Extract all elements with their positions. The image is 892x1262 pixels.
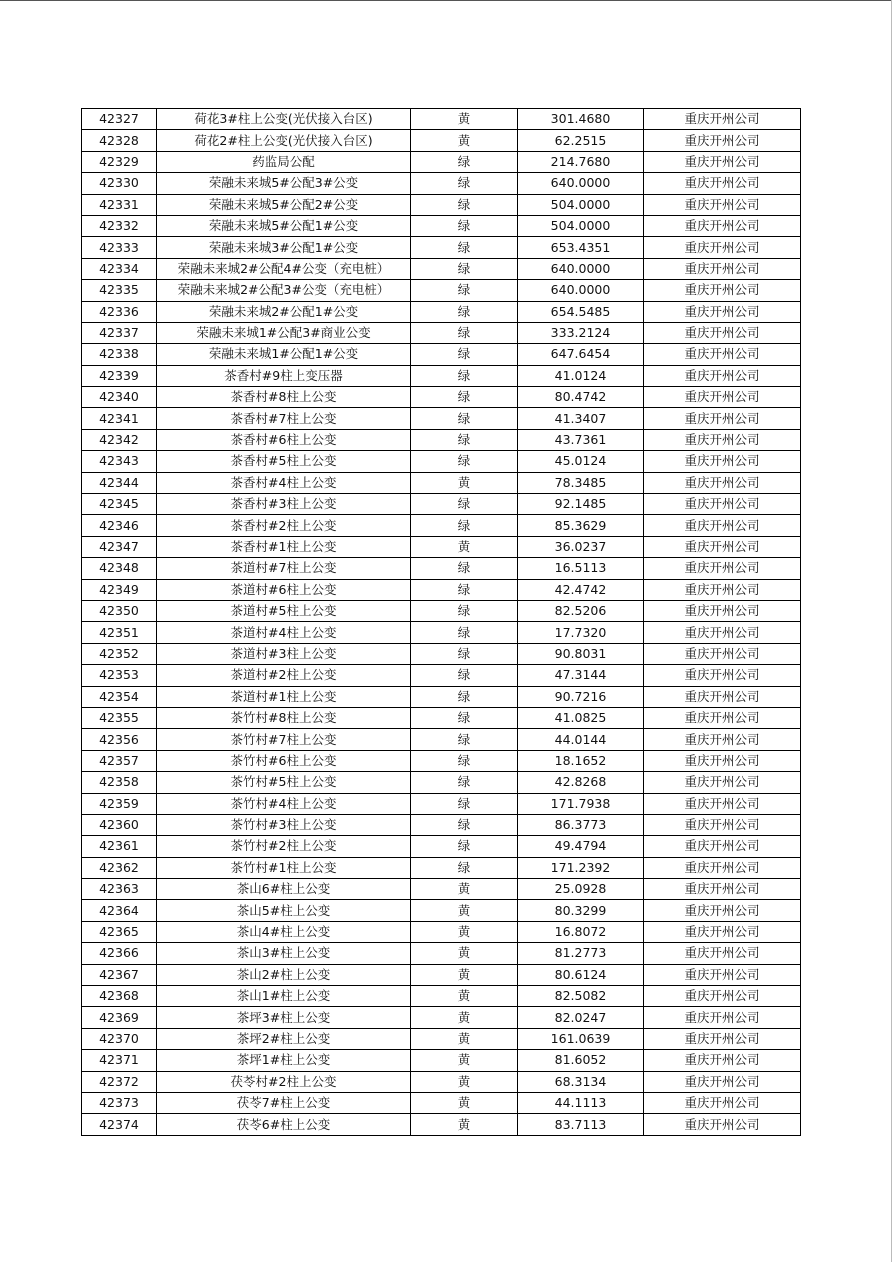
- transformer-name-cell: 荣融未来城5#公配2#公变: [157, 194, 411, 215]
- table-row: [82, 258, 801, 279]
- table-row: [82, 215, 801, 236]
- table-row: [82, 921, 801, 942]
- table-row: [82, 151, 801, 172]
- row-id-cell: 42363: [82, 879, 157, 900]
- capacity-value-cell: 44.0144: [518, 729, 644, 750]
- table-row: [82, 857, 801, 878]
- transformer-name-cell: 茶坪1#柱上公变: [157, 1050, 411, 1071]
- transformer-name-cell: 荣融未来城5#公配3#公变: [157, 173, 411, 194]
- table-row: [82, 729, 801, 750]
- status-color-cell: 绿: [411, 365, 518, 386]
- row-id-cell: 42360: [82, 814, 157, 835]
- transformer-name-cell: 茶道村#5柱上公变: [157, 600, 411, 621]
- status-color-cell: 黄: [411, 472, 518, 493]
- row-id-cell: 42357: [82, 750, 157, 771]
- table-row: [82, 707, 801, 728]
- capacity-value-cell: 47.3144: [518, 665, 644, 686]
- company-cell: 重庆开州公司: [644, 579, 801, 600]
- status-color-cell: 黄: [411, 109, 518, 130]
- capacity-value-cell: 653.4351: [518, 237, 644, 258]
- table-row: [82, 879, 801, 900]
- row-id-cell: 42341: [82, 408, 157, 429]
- capacity-value-cell: 90.8031: [518, 643, 644, 664]
- row-id-cell: 42343: [82, 451, 157, 472]
- table-row: [82, 1071, 801, 1092]
- status-color-cell: 黄: [411, 879, 518, 900]
- table-row: [82, 1028, 801, 1049]
- status-color-cell: 绿: [411, 600, 518, 621]
- company-cell: 重庆开州公司: [644, 879, 801, 900]
- row-id-cell: 42355: [82, 707, 157, 728]
- table-row: [82, 622, 801, 643]
- status-color-cell: 绿: [411, 772, 518, 793]
- capacity-value-cell: 81.2773: [518, 943, 644, 964]
- company-cell: 重庆开州公司: [644, 686, 801, 707]
- capacity-value-cell: 85.3629: [518, 515, 644, 536]
- company-cell: 重庆开州公司: [644, 322, 801, 343]
- status-color-cell: 绿: [411, 237, 518, 258]
- status-color-cell: 黄: [411, 900, 518, 921]
- row-id-cell: 42371: [82, 1050, 157, 1071]
- status-color-cell: 黄: [411, 1092, 518, 1113]
- capacity-value-cell: 17.7320: [518, 622, 644, 643]
- capacity-value-cell: 171.2392: [518, 857, 644, 878]
- transformer-name-cell: 茶道村#7柱上公变: [157, 558, 411, 579]
- transformer-name-cell: 茶竹村#7柱上公变: [157, 729, 411, 750]
- capacity-value-cell: 640.0000: [518, 173, 644, 194]
- status-color-cell: 绿: [411, 857, 518, 878]
- capacity-value-cell: 44.1113: [518, 1092, 644, 1113]
- capacity-value-cell: 41.0825: [518, 707, 644, 728]
- company-cell: 重庆开州公司: [644, 1071, 801, 1092]
- capacity-value-cell: 171.7938: [518, 793, 644, 814]
- transformer-name-cell: 茶竹村#6柱上公变: [157, 750, 411, 771]
- status-color-cell: 绿: [411, 258, 518, 279]
- table-row: [82, 986, 801, 1007]
- row-id-cell: 42344: [82, 472, 157, 493]
- transformer-name-cell: 茶香村#4柱上公变: [157, 472, 411, 493]
- capacity-value-cell: 333.2124: [518, 322, 644, 343]
- company-cell: 重庆开州公司: [644, 558, 801, 579]
- transformer-name-cell: 茶香村#6柱上公变: [157, 429, 411, 450]
- row-id-cell: 42328: [82, 130, 157, 151]
- table-row: [82, 130, 801, 151]
- table-row: [82, 793, 801, 814]
- transformer-name-cell: 茶香村#3柱上公变: [157, 494, 411, 515]
- transformer-name-cell: 茶道村#4柱上公变: [157, 622, 411, 643]
- capacity-value-cell: 41.0124: [518, 365, 644, 386]
- status-color-cell: 绿: [411, 494, 518, 515]
- table-row: [82, 1050, 801, 1071]
- company-cell: 重庆开州公司: [644, 344, 801, 365]
- status-color-cell: 黄: [411, 130, 518, 151]
- capacity-value-cell: 25.0928: [518, 879, 644, 900]
- company-cell: 重庆开州公司: [644, 258, 801, 279]
- status-color-cell: 黄: [411, 1007, 518, 1028]
- company-cell: 重庆开州公司: [644, 943, 801, 964]
- table-row: [82, 579, 801, 600]
- company-cell: 重庆开州公司: [644, 857, 801, 878]
- table-row: [82, 280, 801, 301]
- company-cell: 重庆开州公司: [644, 151, 801, 172]
- status-color-cell: 绿: [411, 301, 518, 322]
- capacity-value-cell: 36.0237: [518, 536, 644, 557]
- company-cell: 重庆开州公司: [644, 1028, 801, 1049]
- capacity-value-cell: 68.3134: [518, 1071, 644, 1092]
- transformer-name-cell: 茶香村#5柱上公变: [157, 451, 411, 472]
- transformer-name-cell: 茶道村#6柱上公变: [157, 579, 411, 600]
- company-cell: 重庆开州公司: [644, 194, 801, 215]
- table-row: [82, 494, 801, 515]
- company-cell: 重庆开州公司: [644, 173, 801, 194]
- table-row: [82, 322, 801, 343]
- capacity-value-cell: 62.2515: [518, 130, 644, 151]
- status-color-cell: 绿: [411, 814, 518, 835]
- transformer-name-cell: 茶山4#柱上公变: [157, 921, 411, 942]
- row-id-cell: 42338: [82, 344, 157, 365]
- table-row: [82, 194, 801, 215]
- company-cell: 重庆开州公司: [644, 494, 801, 515]
- transformer-name-cell: 茶竹村#3柱上公变: [157, 814, 411, 835]
- table-row: [82, 472, 801, 493]
- transformer-name-cell: 茶山1#柱上公变: [157, 986, 411, 1007]
- status-color-cell: 绿: [411, 558, 518, 579]
- row-id-cell: 42353: [82, 665, 157, 686]
- status-color-cell: 黄: [411, 1028, 518, 1049]
- transformer-name-cell: 茶山3#柱上公变: [157, 943, 411, 964]
- table-row: [82, 1092, 801, 1113]
- status-color-cell: 绿: [411, 665, 518, 686]
- table-row: [82, 301, 801, 322]
- company-cell: 重庆开州公司: [644, 408, 801, 429]
- transformer-name-cell: 荣融未来城2#公配3#公变（充电桩）: [157, 280, 411, 301]
- status-color-cell: 绿: [411, 622, 518, 643]
- row-id-cell: 42339: [82, 365, 157, 386]
- capacity-value-cell: 49.4794: [518, 836, 644, 857]
- capacity-value-cell: 81.6052: [518, 1050, 644, 1071]
- row-id-cell: 42349: [82, 579, 157, 600]
- company-cell: 重庆开州公司: [644, 836, 801, 857]
- row-id-cell: 42359: [82, 793, 157, 814]
- capacity-value-cell: 80.3299: [518, 900, 644, 921]
- transformer-name-cell: 荷花3#柱上公变(光伏接入台区): [157, 109, 411, 130]
- status-color-cell: 黄: [411, 921, 518, 942]
- status-color-cell: 绿: [411, 280, 518, 301]
- transformer-name-cell: 茶香村#2柱上公变: [157, 515, 411, 536]
- capacity-value-cell: 90.7216: [518, 686, 644, 707]
- status-color-cell: 绿: [411, 729, 518, 750]
- capacity-value-cell: 640.0000: [518, 280, 644, 301]
- status-color-cell: 绿: [411, 215, 518, 236]
- capacity-value-cell: 82.5206: [518, 600, 644, 621]
- transformer-name-cell: 茶香村#8柱上公变: [157, 387, 411, 408]
- row-id-cell: 42374: [82, 1114, 157, 1135]
- transformer-table: [81, 108, 801, 1136]
- company-cell: 重庆开州公司: [644, 1114, 801, 1135]
- status-color-cell: 绿: [411, 408, 518, 429]
- company-cell: 重庆开州公司: [644, 387, 801, 408]
- status-color-cell: 绿: [411, 429, 518, 450]
- company-cell: 重庆开州公司: [644, 643, 801, 664]
- capacity-value-cell: 18.1652: [518, 750, 644, 771]
- status-color-cell: 黄: [411, 1050, 518, 1071]
- status-color-cell: 绿: [411, 707, 518, 728]
- row-id-cell: 42330: [82, 173, 157, 194]
- table-row: [82, 536, 801, 557]
- table-row: [82, 1007, 801, 1028]
- row-id-cell: 42346: [82, 515, 157, 536]
- company-cell: 重庆开州公司: [644, 600, 801, 621]
- table-row: [82, 814, 801, 835]
- transformer-name-cell: 荣融未来城1#公配3#商业公变: [157, 322, 411, 343]
- company-cell: 重庆开州公司: [644, 921, 801, 942]
- status-color-cell: 黄: [411, 1114, 518, 1135]
- transformer-name-cell: 荣融未来城1#公配1#公变: [157, 344, 411, 365]
- row-id-cell: 42332: [82, 215, 157, 236]
- transformer-name-cell: 茶竹村#2柱上公变: [157, 836, 411, 857]
- capacity-value-cell: 82.5082: [518, 986, 644, 1007]
- row-id-cell: 42347: [82, 536, 157, 557]
- transformer-name-cell: 茶竹村#8柱上公变: [157, 707, 411, 728]
- row-id-cell: 42364: [82, 900, 157, 921]
- company-cell: 重庆开州公司: [644, 707, 801, 728]
- company-cell: 重庆开州公司: [644, 280, 801, 301]
- company-cell: 重庆开州公司: [644, 365, 801, 386]
- transformer-name-cell: 茯苓村#2柱上公变: [157, 1071, 411, 1092]
- row-id-cell: 42340: [82, 387, 157, 408]
- table-row: [82, 1114, 801, 1135]
- row-id-cell: 42365: [82, 921, 157, 942]
- table-row: [82, 365, 801, 386]
- transformer-name-cell: 茶香村#9柱上变压器: [157, 365, 411, 386]
- transformer-name-cell: 荣融未来城2#公配1#公变: [157, 301, 411, 322]
- company-cell: 重庆开州公司: [644, 472, 801, 493]
- table-row: [82, 750, 801, 771]
- status-color-cell: 绿: [411, 194, 518, 215]
- table-row: [82, 173, 801, 194]
- status-color-cell: 绿: [411, 322, 518, 343]
- capacity-value-cell: 42.8268: [518, 772, 644, 793]
- row-id-cell: 42342: [82, 429, 157, 450]
- status-color-cell: 绿: [411, 643, 518, 664]
- table-row: [82, 387, 801, 408]
- transformer-name-cell: 茶道村#3柱上公变: [157, 643, 411, 664]
- capacity-value-cell: 647.6454: [518, 344, 644, 365]
- transformer-name-cell: 茶道村#1柱上公变: [157, 686, 411, 707]
- table-row: [82, 686, 801, 707]
- table-row: [82, 429, 801, 450]
- company-cell: 重庆开州公司: [644, 900, 801, 921]
- row-id-cell: 42372: [82, 1071, 157, 1092]
- status-color-cell: 黄: [411, 943, 518, 964]
- capacity-value-cell: 161.0639: [518, 1028, 644, 1049]
- row-id-cell: 42361: [82, 836, 157, 857]
- transformer-name-cell: 茶香村#7柱上公变: [157, 408, 411, 429]
- capacity-value-cell: 86.3773: [518, 814, 644, 835]
- transformer-name-cell: 茶竹村#4柱上公变: [157, 793, 411, 814]
- table-row: [82, 109, 801, 130]
- capacity-value-cell: 654.5485: [518, 301, 644, 322]
- table-row: [82, 451, 801, 472]
- company-cell: 重庆开州公司: [644, 215, 801, 236]
- status-color-cell: 绿: [411, 173, 518, 194]
- capacity-value-cell: 82.0247: [518, 1007, 644, 1028]
- company-cell: 重庆开州公司: [644, 429, 801, 450]
- transformer-name-cell: 茯苓7#柱上公变: [157, 1092, 411, 1113]
- capacity-value-cell: 92.1485: [518, 494, 644, 515]
- status-color-cell: 绿: [411, 793, 518, 814]
- transformer-name-cell: 荣融未来城3#公配1#公变: [157, 237, 411, 258]
- status-color-cell: 黄: [411, 1071, 518, 1092]
- row-id-cell: 42329: [82, 151, 157, 172]
- table-row: [82, 558, 801, 579]
- transformer-name-cell: 荷花2#柱上公变(光伏接入台区): [157, 130, 411, 151]
- capacity-value-cell: 504.0000: [518, 215, 644, 236]
- row-id-cell: 42362: [82, 857, 157, 878]
- company-cell: 重庆开州公司: [644, 1092, 801, 1113]
- table-row: [82, 665, 801, 686]
- table-row: [82, 643, 801, 664]
- company-cell: 重庆开州公司: [644, 622, 801, 643]
- status-color-cell: 绿: [411, 750, 518, 771]
- row-id-cell: 42350: [82, 600, 157, 621]
- capacity-value-cell: 640.0000: [518, 258, 644, 279]
- table-row: [82, 237, 801, 258]
- transformer-name-cell: 茶道村#2柱上公变: [157, 665, 411, 686]
- row-id-cell: 42368: [82, 986, 157, 1007]
- table-row: [82, 344, 801, 365]
- transformer-name-cell: 药监局公配: [157, 151, 411, 172]
- company-cell: 重庆开州公司: [644, 772, 801, 793]
- row-id-cell: 42333: [82, 237, 157, 258]
- capacity-value-cell: 43.7361: [518, 429, 644, 450]
- row-id-cell: 42366: [82, 943, 157, 964]
- transformer-name-cell: 茶香村#1柱上公变: [157, 536, 411, 557]
- transformer-name-cell: 茶坪2#柱上公变: [157, 1028, 411, 1049]
- row-id-cell: 42335: [82, 280, 157, 301]
- company-cell: 重庆开州公司: [644, 793, 801, 814]
- transformer-name-cell: 茶山6#柱上公变: [157, 879, 411, 900]
- transformer-name-cell: 茶竹村#5柱上公变: [157, 772, 411, 793]
- status-color-cell: 黄: [411, 964, 518, 985]
- company-cell: 重庆开州公司: [644, 814, 801, 835]
- status-color-cell: 黄: [411, 536, 518, 557]
- status-color-cell: 绿: [411, 451, 518, 472]
- table-row: [82, 964, 801, 985]
- capacity-value-cell: 42.4742: [518, 579, 644, 600]
- status-color-cell: 黄: [411, 986, 518, 1007]
- capacity-value-cell: 16.8072: [518, 921, 644, 942]
- status-color-cell: 绿: [411, 387, 518, 408]
- capacity-value-cell: 78.3485: [518, 472, 644, 493]
- transformer-name-cell: 茶山5#柱上公变: [157, 900, 411, 921]
- status-color-cell: 绿: [411, 515, 518, 536]
- status-color-cell: 绿: [411, 344, 518, 365]
- row-id-cell: 42358: [82, 772, 157, 793]
- status-color-cell: 绿: [411, 836, 518, 857]
- company-cell: 重庆开州公司: [644, 986, 801, 1007]
- row-id-cell: 42369: [82, 1007, 157, 1028]
- capacity-value-cell: 41.3407: [518, 408, 644, 429]
- company-cell: 重庆开州公司: [644, 665, 801, 686]
- company-cell: 重庆开州公司: [644, 515, 801, 536]
- company-cell: 重庆开州公司: [644, 130, 801, 151]
- transformer-name-cell: 茶山2#柱上公变: [157, 964, 411, 985]
- transformer-name-cell: 茶坪3#柱上公变: [157, 1007, 411, 1028]
- row-id-cell: 42348: [82, 558, 157, 579]
- table-row: [82, 772, 801, 793]
- company-cell: 重庆开州公司: [644, 964, 801, 985]
- row-id-cell: 42327: [82, 109, 157, 130]
- page-top-border: [0, 0, 892, 1]
- row-id-cell: 42337: [82, 322, 157, 343]
- row-id-cell: 42370: [82, 1028, 157, 1049]
- transformer-name-cell: 茯苓6#柱上公变: [157, 1114, 411, 1135]
- transformer-name-cell: 荣融未来城2#公配4#公变（充电桩）: [157, 258, 411, 279]
- company-cell: 重庆开州公司: [644, 750, 801, 771]
- capacity-value-cell: 83.7113: [518, 1114, 644, 1135]
- company-cell: 重庆开州公司: [644, 301, 801, 322]
- transformer-name-cell: 荣融未来城5#公配1#公变: [157, 215, 411, 236]
- row-id-cell: 42345: [82, 494, 157, 515]
- table-row: [82, 900, 801, 921]
- table-row: [82, 408, 801, 429]
- table-row: [82, 943, 801, 964]
- table-row: [82, 836, 801, 857]
- capacity-value-cell: 16.5113: [518, 558, 644, 579]
- capacity-value-cell: 214.7680: [518, 151, 644, 172]
- capacity-value-cell: 80.4742: [518, 387, 644, 408]
- row-id-cell: 42356: [82, 729, 157, 750]
- table-row: [82, 600, 801, 621]
- capacity-value-cell: 301.4680: [518, 109, 644, 130]
- row-id-cell: 42336: [82, 301, 157, 322]
- status-color-cell: 绿: [411, 686, 518, 707]
- company-cell: 重庆开州公司: [644, 109, 801, 130]
- capacity-value-cell: 80.6124: [518, 964, 644, 985]
- status-color-cell: 绿: [411, 579, 518, 600]
- company-cell: 重庆开州公司: [644, 1050, 801, 1071]
- table-row: [82, 515, 801, 536]
- company-cell: 重庆开州公司: [644, 729, 801, 750]
- company-cell: 重庆开州公司: [644, 237, 801, 258]
- row-id-cell: 42331: [82, 194, 157, 215]
- row-id-cell: 42354: [82, 686, 157, 707]
- capacity-value-cell: 504.0000: [518, 194, 644, 215]
- transformer-name-cell: 茶竹村#1柱上公变: [157, 857, 411, 878]
- company-cell: 重庆开州公司: [644, 536, 801, 557]
- row-id-cell: 42373: [82, 1092, 157, 1113]
- row-id-cell: 42334: [82, 258, 157, 279]
- capacity-value-cell: 45.0124: [518, 451, 644, 472]
- row-id-cell: 42367: [82, 964, 157, 985]
- row-id-cell: 42351: [82, 622, 157, 643]
- row-id-cell: 42352: [82, 643, 157, 664]
- company-cell: 重庆开州公司: [644, 451, 801, 472]
- table-body: [82, 109, 801, 1136]
- status-color-cell: 绿: [411, 151, 518, 172]
- company-cell: 重庆开州公司: [644, 1007, 801, 1028]
